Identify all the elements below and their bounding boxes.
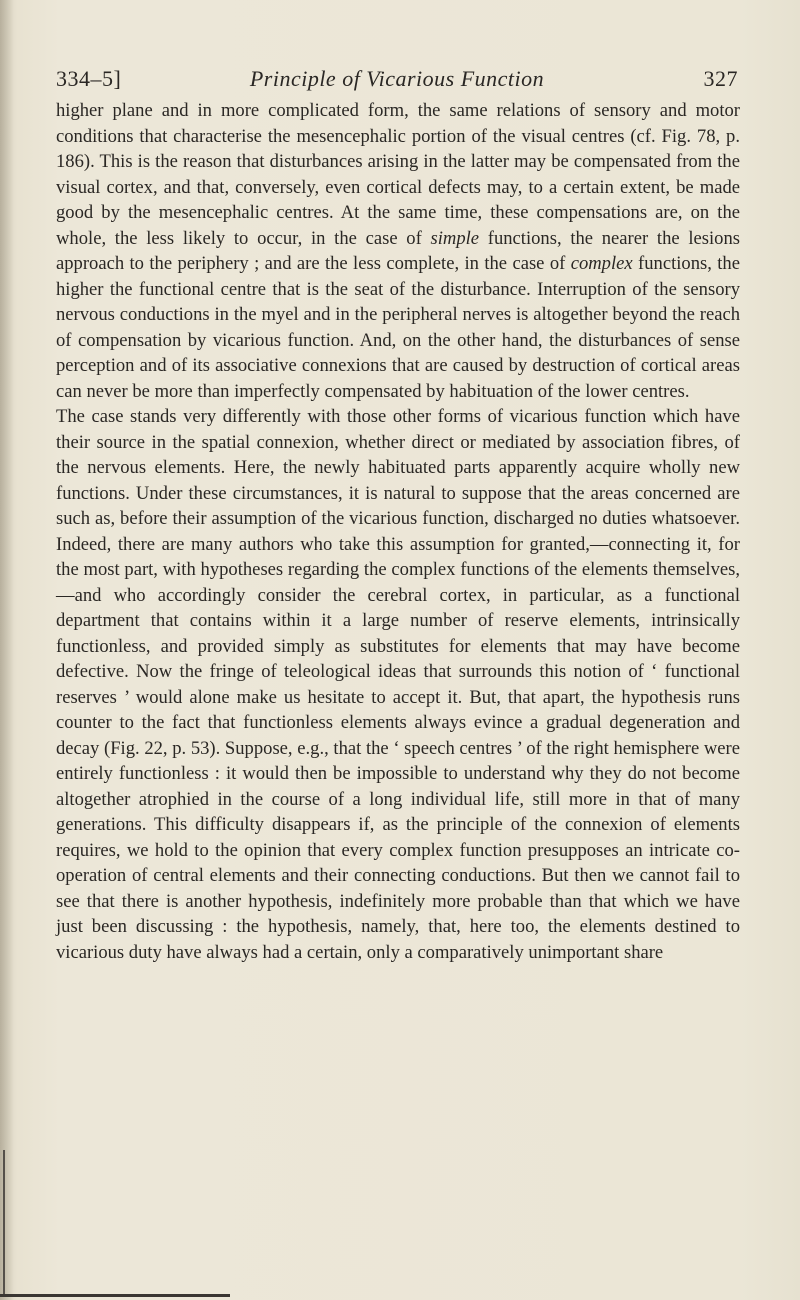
text-segment: functions, the higher the functional centre that is the seat of the disturbance. Interruption of the sensory nervous conductions in the myel and in the peripheral nerves is altogether beyond the reach of compensation by vicarious function. And, on the other hand, the disturbances of sense perception and of its associative connexions that are caused by destruction of cortical areas can never be more than imperfectly compensated by habituation of the lower centres.	[56, 253, 740, 402]
binding-shadow	[0, 0, 14, 1300]
text-segment: The case stands very differently with those other forms of vicarious function which have their source in the spatial connexion, whether direct or mediated by association fibres, of the nervous elements. Here, the newly habituated parts apparently acquire wholly new functions. Under these circumstances, it is natural to suppose that the areas concerned are such as, before their assumption of the vicarious function, discharged no duties whatsoever. Indeed, there are many authors who take this assumption for granted,—connecting it, for the most part, with hypotheses regarding the complex functions of the elements themselves,—and who accordingly consider the cerebral cortex, in particular, as a functional department that contains within it a large number of reserve elements, intrinsically functionless, and provided simply as substitutes for elements that may have become defective. Now the fringe of teleological ideas that surrounds this notion of ‘ functional reserves ’ would alone make us hesitate to accept it. But, that apart, the hypothesis runs counter to the fact that functionless elements always evince a gradual degeneration and decay (Fig. 22, p. 53). Suppose, e.g., that the ‘ speech centres ’ of the right hemisphere were entirely functionless : it would then be impossible to understand why they do not become altogether atrophied in the course of a long individual life, still more in that of many generations. This difficulty disappears if, as the principle of the connexion of elements requires, we hold to the opinion that every complex function presupposes an intricate co-operation of central elements and their connecting conductions. But then we cannot fail to see that there is another hypothesis, indefinitely more probable than that which we have just been discussing : the hypothesis, namely, that, here too, the elements destined to vicarious duty have always had a certain, only a comparatively unimportant share	[56, 406, 740, 963]
paragraph-1	[56, 98, 740, 404]
margin-rule	[3, 1150, 5, 1296]
page-number: 327	[703, 66, 738, 91]
emphasis-complex: complex	[570, 253, 633, 274]
text-segment: functions, the nearer the lesions approach to the periphery ; and are the less complete, in the case of	[56, 227, 740, 274]
paragraph-2	[56, 404, 740, 965]
running-header	[56, 60, 738, 94]
section-range: 334–5]	[56, 66, 122, 91]
bottom-rule	[0, 1294, 230, 1297]
emphasis-simple: simple	[430, 227, 480, 249]
body-text	[56, 98, 740, 965]
text-segment: higher plane and in more complicated form, the same relations of sensory and motor conditions that characterise the mesencephalic portion of the visual centres (cf. Fig. 78, p. 186). This is the reason that disturbances arising in the latter may be compensated from the visual cortex, and that, conversely, even cortical defects may, to a certain extent, be made good by the mesencephalic centres. At the same time, these compensations are, on the whole, the less likely to occur, in the case of	[56, 100, 740, 249]
running-title: Principle of Vicarious Function	[249, 66, 545, 91]
